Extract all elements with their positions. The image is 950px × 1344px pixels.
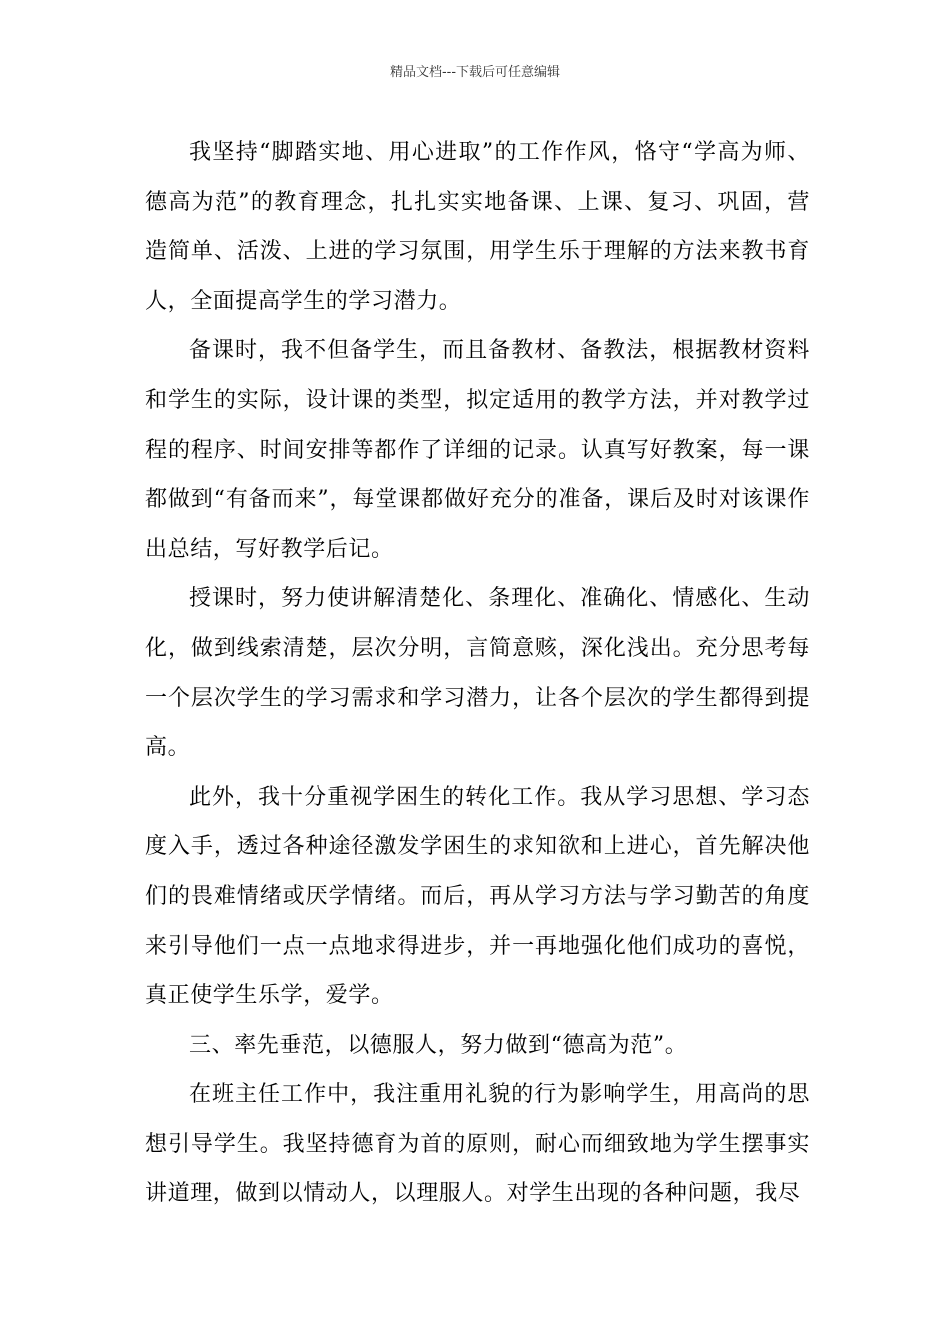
document-body <box>145 128 810 1219</box>
paragraph: 我坚持“脚踏实地、用心进取”的工作作风，恪守“学高为师、德高为范”的教育理念，扎扎实实地备课、上课、复习、巩固，营造简单、活泼、上进的学习氛围，用学生乐于理解的方法来教书育人，全面提高学生的学习潜力。 <box>145 140 810 314</box>
section-heading: 三、率先垂范，以德服人，努力做到“德高为范”。 <box>189 1032 688 1058</box>
paragraph: 此外，我十分重视学困生的转化工作。我从学习思想、学习态度入手，透过各种途径激发学困生的求知欲和上进心，首先解决他们的畏难情绪或厌学情绪。而后，再从学习方法与学习勤苦的角度来引导他们一点一点地求得进步，并一再地强化他们成功的喜悦，真正使学生乐学，爱学。 <box>145 784 810 1009</box>
paragraph: 备课时，我不但备学生，而且备教材、备教法，根据教材资料和学生的实际，设计课的类型，拟定适用的教学方法，并对教学过程的程序、时间安排等都作了详细的记录。认真写好教案，每一课都做到“有备而来”，每堂课都做好充分的准备，课后及时对该课作出总结，写好教学后记。 <box>145 338 810 562</box>
paragraph: 在班主任工作中，我注重用礼貌的行为影响学生，用高尚的思想引导学生。我坚持德育为首的原则，耐心而细致地为学生摆事实讲道理，做到以情动人，以理服人。对学生出现的各种问题，我尽 <box>145 1082 810 1207</box>
page-header: 精品文档---下载后可任意编辑 <box>389 65 561 80</box>
paragraph: 授课时，努力使讲解清楚化、条理化、准确化、情感化、生动化，做到线索清楚，层次分明，言简意赅，深化浅出。充分思考每一个层次学生的学习需求和学习潜力，让各个层次的学生都得到提高。 <box>145 586 810 761</box>
